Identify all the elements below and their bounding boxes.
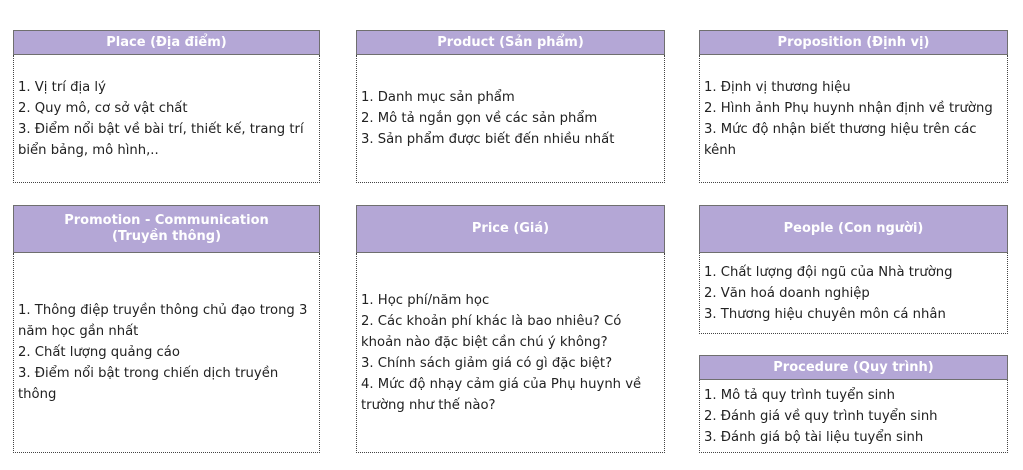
list-item: 2. Quy mô, cơ sở vật chất: [18, 100, 188, 116]
list-item: 1. Học phí/năm học: [361, 292, 490, 308]
list-item: 3. Sản phẩm được biết đến nhiều nhất: [361, 132, 615, 147]
list-item: 3. Thương hiệu chuyên môn cá nhân: [704, 306, 946, 322]
list-item: 2. Các khoản phí khác là bao nhiêu? Có khoản nào đặc biệt cần chú ý không?: [361, 313, 622, 350]
card-place-title: Place (Địa điểm): [13, 30, 320, 55]
card-procedure: [699, 355, 1008, 453]
card-product: [356, 30, 665, 183]
list-item: 4. Mức độ nhạy cảm giá của Phụ huynh về trường như thế nào?: [361, 376, 642, 413]
card-procedure-title: Procedure (Quy trình): [699, 355, 1008, 380]
list-item: 2. Chất lượng quảng cáo: [18, 345, 180, 360]
list-item: 3. Đánh giá bộ tài liệu tuyển sinh: [704, 429, 924, 445]
card-people: [699, 205, 1008, 334]
card-proposition-body: [699, 55, 1008, 183]
card-price-body: [356, 253, 665, 453]
card-promotion: [13, 205, 320, 453]
card-people-title: People (Con người): [699, 205, 1008, 253]
list-item: 3. Điểm nổi bật về bài trí, thiết kế, trang trí biển bảng, mô hình,..: [18, 121, 304, 158]
list-item: 1. Chất lượng đội ngũ của Nhà trường: [704, 264, 953, 280]
card-place: [13, 30, 320, 183]
card-procedure-body: [699, 380, 1008, 453]
list-item: 1. Danh mục sản phẩm: [361, 90, 515, 105]
list-item: 2. Văn hoá doanh nghiệp: [704, 285, 870, 301]
list-item: 3. Chính sách giảm giá có gì đặc biệt?: [361, 355, 613, 371]
card-price: [356, 205, 665, 453]
card-price-title: Price (Giá): [356, 205, 665, 253]
card-people-body: [699, 253, 1008, 334]
card-proposition-title: Proposition (Định vị): [699, 30, 1008, 55]
list-item: 1. Thông điệp truyền thông chủ đạo trong 3 năm học gần nhất: [18, 303, 308, 339]
list-item: 3. Điểm nổi bật trong chiến dịch truyền thông: [18, 366, 279, 402]
list-item: 1. Vị trí địa lý: [18, 79, 106, 95]
list-item: 2. Mô tả ngắn gọn về các sản phẩm: [361, 111, 598, 126]
list-item: 1. Mô tả quy trình tuyển sinh: [704, 387, 895, 403]
card-promotion-title: Promotion - Communication (Truyền thông): [13, 205, 320, 253]
list-item: 1. Định vị thương hiệu: [704, 79, 851, 95]
list-item: 3. Mức độ nhận biết thương hiệu trên các kênh: [704, 121, 977, 158]
card-product-body: [356, 55, 665, 183]
list-item: 2. Hình ảnh Phụ huynh nhận định về trường: [704, 100, 993, 116]
card-place-body: [13, 55, 320, 183]
list-item: 2. Đánh giá về quy trình tuyển sinh: [704, 408, 938, 424]
card-product-title: Product (Sản phẩm): [356, 30, 665, 55]
card-promotion-body: [13, 253, 320, 453]
card-proposition: [699, 30, 1008, 183]
